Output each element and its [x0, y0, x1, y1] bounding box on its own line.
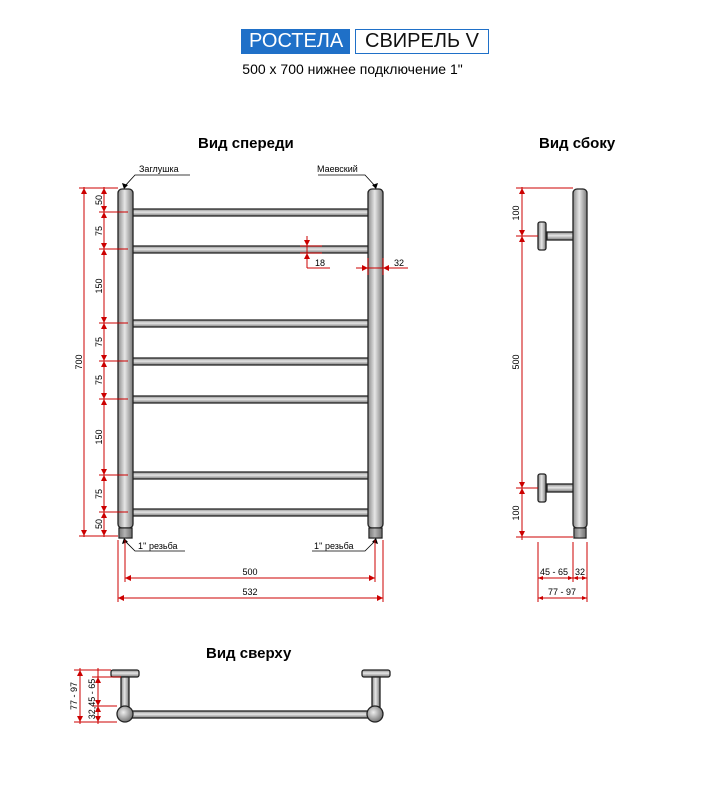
side-view	[538, 189, 587, 538]
rung	[128, 320, 374, 327]
right-collector	[368, 189, 383, 528]
side-view-heading: Вид сбоку	[539, 135, 616, 152]
side-bracket-bottom	[547, 484, 574, 492]
top-view-heading: Вид сверху	[206, 645, 292, 662]
dim-total-depth: 77 - 97	[547, 587, 577, 597]
top-mount-plate-right	[362, 670, 390, 677]
side-bracket-top	[547, 232, 574, 240]
dim-rung-diameter-value: 18	[315, 258, 326, 268]
side-collector	[573, 189, 587, 528]
rung	[128, 509, 374, 516]
top-collector-right	[367, 706, 383, 722]
dim-top-outer: 77 - 97	[69, 681, 79, 711]
side-mount-plate-bottom	[538, 474, 546, 502]
right-thread	[369, 528, 382, 538]
front-view-heading: Вид спереди	[198, 135, 294, 152]
dim-spacing-3: 150	[94, 278, 104, 294]
top-collector-left	[117, 706, 133, 722]
dim-side-middle: 500	[511, 354, 521, 370]
brand-name: РОСТЕЛА	[241, 29, 350, 54]
dim-bracket-offset: 45 - 65	[539, 567, 569, 577]
dim-pipe-diameter-value: 32	[394, 258, 405, 268]
dim-spacing-5: 75	[94, 374, 104, 386]
rung	[128, 358, 374, 365]
dim-spacing-4: 75	[94, 336, 104, 348]
side-thread	[574, 528, 586, 538]
rung	[128, 209, 374, 216]
model-name: СВИРЕЛЬ V	[355, 29, 489, 54]
top-bracket-right	[372, 677, 380, 707]
dim-spacing-7: 75	[94, 488, 104, 500]
subtitle: 500 x 700 нижнее подключение 1"	[242, 61, 463, 77]
thread-right-label: 1'' резьба	[314, 541, 354, 551]
dim-top-inner: 32,45 - 65	[87, 678, 97, 720]
top-mount-plate-left	[111, 670, 139, 677]
rung	[128, 472, 374, 479]
dim-spacing-1: 50	[94, 194, 104, 206]
dim-side-top: 100	[511, 205, 521, 221]
dim-spacing-8: 50	[94, 518, 104, 530]
dim-side-pipe: 32	[574, 567, 586, 577]
top-bracket-left	[121, 677, 129, 707]
dim-side-bottom: 100	[511, 505, 521, 521]
left-collector	[118, 189, 133, 528]
dim-total-height: 700	[74, 354, 84, 370]
mayevsky-label: Маевский	[317, 164, 358, 174]
dim-spacing-6: 150	[94, 429, 104, 445]
top-view	[111, 670, 390, 722]
left-thread	[119, 528, 132, 538]
dim-width-total: 532	[242, 587, 258, 597]
rung	[128, 396, 374, 403]
rung	[128, 246, 374, 253]
dim-spacing-2: 75	[94, 225, 104, 237]
dim-width-axes: 500	[242, 567, 258, 577]
front-rungs	[128, 209, 374, 516]
thread-left-label: 1'' резьба	[138, 541, 178, 551]
top-rung	[126, 711, 375, 718]
side-mount-plate-top	[538, 222, 546, 250]
plug-label: Заглушка	[139, 164, 179, 174]
